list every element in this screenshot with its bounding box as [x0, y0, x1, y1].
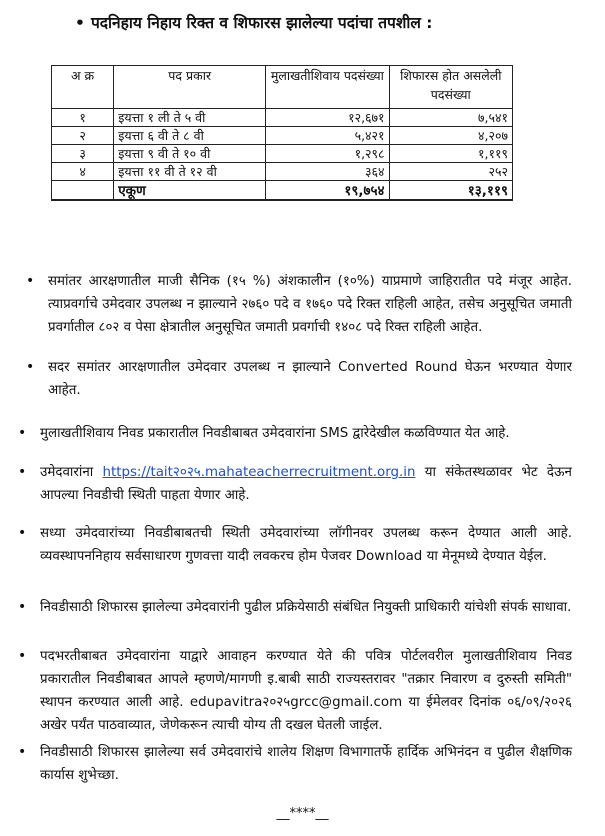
table-row — [52, 145, 513, 163]
list-item — [18, 741, 572, 787]
note-text-prefix: उमेदवारांना — [40, 465, 103, 480]
list-item — [18, 596, 572, 619]
note-text-suffix: या संकेतस्थळावर भेट देऊन आपल्या निवडीची स्थिती पाहता येणार आहे. — [40, 465, 572, 503]
note-text: सदर समांतर आरक्षणातील उमेदवार उपलब्ध न झाल्याने Converted Round घेऊन भरण्यात येणार आहेत. — [48, 360, 572, 398]
cell-without-interview: ५,४२१ — [266, 127, 389, 145]
bullet-dot: • — [18, 648, 27, 664]
footer-separator: __****__ — [276, 806, 329, 821]
cell-type: इयत्ता ९ वी ते १० वी — [114, 145, 266, 163]
bullet-dot: • — [26, 273, 35, 289]
cell-total-without-interview: १९,७५४ — [266, 181, 389, 201]
list-item — [18, 645, 572, 737]
note-text: पदभरतीबाबत उमेदवारांना याद्वारे आवाहन करण्यात येते की पवित्र पोर्टलवरील मुलाखतीशिवाय निवड प्रकारातील निवडीबाबत आपले म्हणणे/मागणी इ.बाबी साठी राज्यस्तरावर "तक्रार निवारण व दुरुस्ती समिती" स्थापन करण्यात आली आहे. edupavitra२०२५grcc@gmail.com या ईमेलवर दिनांक ०६/०९/२०२६ अखेर पर्यंत पाठवाव्यात, जेणेकरून त्याची योग्य ती दखल घेतली जाईल. — [40, 649, 572, 733]
cell-recommended: २५२ — [389, 163, 512, 181]
bullet-dot: • — [18, 464, 27, 480]
note-text: सध्या उमेदवारांच्या निवडीबाबतची स्थिती उमेदवारांच्या लॉगीनवर उपलब्ध करून देण्यात आली आहे. व्यवस्थापननिहाय सर्वसाधारण गुणवत्ता यादी लवकरच होम पेजवर Download या मेनूमध्ये देण्यात येईल. — [40, 526, 572, 564]
list-item — [26, 356, 572, 402]
header-without-interview: मुलाखतीशिवाय पदसंख्या — [266, 66, 389, 109]
cell-type: इयत्ता ११ वी ते १२ वी — [114, 163, 266, 181]
list-item — [26, 270, 572, 339]
bullet-dot: • — [18, 525, 27, 541]
table-header-row — [52, 66, 513, 109]
cell-sr: ३ — [52, 145, 114, 163]
list-item — [18, 522, 572, 568]
note-text: मुलाखतीशिवाय निवड प्रकारातील निवडीबाबत उमेदवारांना SMS द्वारेदेखील कळविण्यात येत आहे. — [40, 426, 510, 441]
cell-sr: २ — [52, 127, 114, 145]
bullet-dot: • — [18, 744, 27, 760]
cell-recommended: १,११९ — [389, 145, 512, 163]
cell-total-label: एकूण — [114, 181, 266, 201]
table-row — [52, 163, 513, 181]
bullet-dot: • — [18, 599, 27, 615]
header-type: पद प्रकार — [114, 66, 266, 109]
list-item — [18, 461, 572, 507]
section-heading — [75, 12, 575, 34]
note-text: समांतर आरक्षणातील माजी सैनिक (१५ %) अंशकालीन (१०%) याप्रमाणे जाहिरातीत पदे मंजूर आहेत. त्याप्रवर्गाचे उमेदवार उपलब्ध न झाल्याने २७६० पदे व १७६० पदे रिक्त राहिली आहेत, तसेच अनुसूचित जमाती प्रवर्गातील ८०२ व पेसा क्षेत्रातील अनुसूचित जमाती प्रवर्गाची १४०८ पदे रिक्त राहिली आहेत. — [48, 274, 572, 335]
header-sr: अ क्र — [52, 66, 114, 109]
list-item — [18, 422, 572, 445]
table-row — [52, 127, 513, 145]
note-text: निवडीसाठी शिफारस झालेल्या उमेदवारांनी पुढील प्रक्रियेसाठी संबंधित नियुक्ती प्राधिकारी यांचेशी संपर्क साधावा. — [40, 600, 572, 615]
note-text: निवडीसाठी शिफारस झालेल्या सर्व उमेदवारांचे शालेय शिक्षण विभागातर्फे हार्दिक अभिनंदन व पुढील शैक्षणिक कार्यास शुभेच्छा. — [40, 745, 572, 783]
heading-text: पदनिहाय निहाय रिक्त व शिफारस झालेल्या पदांचा तपशील : — [91, 14, 433, 32]
cell-without-interview: १२,६७१ — [266, 109, 389, 127]
table-total-row — [52, 181, 513, 201]
bullet-dot: • — [26, 359, 35, 375]
cell-sr: ४ — [52, 163, 114, 181]
header-recommended: शिफारस होत असलेली पदसंख्या — [389, 66, 512, 109]
table-row — [52, 109, 513, 127]
cell-recommended: ४,२०७ — [389, 127, 512, 145]
cell-type: इयत्ता १ ली ते ५ वी — [114, 109, 266, 127]
bullet-dot: • — [18, 425, 27, 441]
cell-without-interview: १,२९८ — [266, 145, 389, 163]
cell-sr-empty — [52, 181, 114, 201]
cell-sr: १ — [52, 109, 114, 127]
cell-total-recommended: १३,११९ — [389, 181, 512, 201]
cell-type: इयत्ता ६ वी ते ८ वी — [114, 127, 266, 145]
tait-portal-link[interactable]: https://tait२०२५.mahateacherrecruitment.org.in — [102, 465, 416, 480]
heading-bullet: • — [75, 14, 85, 32]
cell-without-interview: ३६४ — [266, 163, 389, 181]
posts-summary-table — [51, 65, 513, 201]
cell-recommended: ७,५४१ — [389, 109, 512, 127]
